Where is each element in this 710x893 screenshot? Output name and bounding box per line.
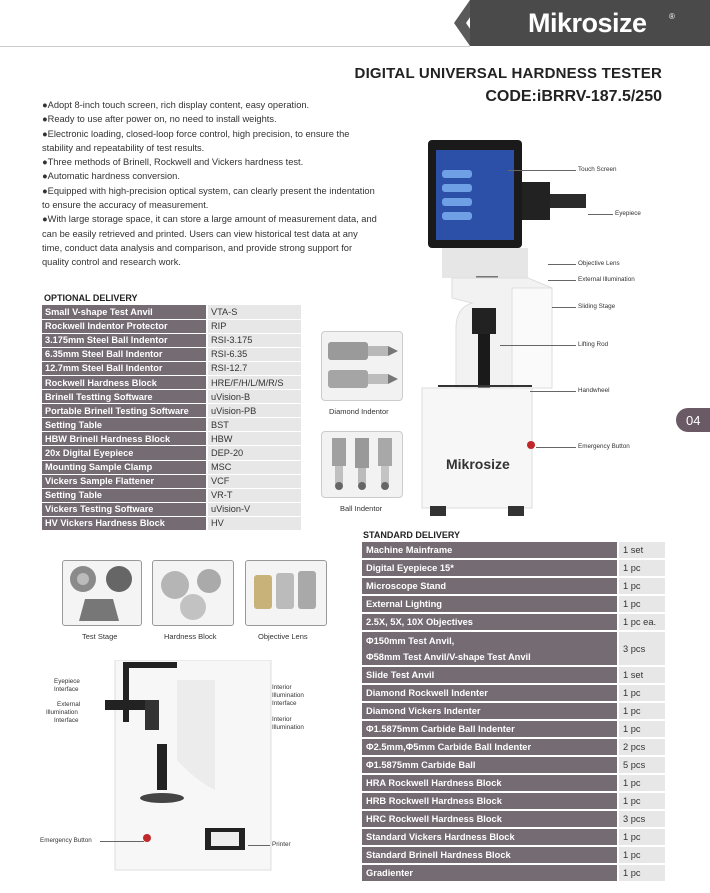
item-value: 1 pc bbox=[618, 720, 665, 738]
table-row bbox=[42, 460, 301, 474]
table-row bbox=[42, 375, 301, 389]
item-value: 1 pc bbox=[618, 559, 665, 577]
table-row bbox=[362, 720, 665, 738]
item-value: VTA-S bbox=[207, 305, 301, 319]
item-value: 1 pc ea. bbox=[618, 613, 665, 631]
item-value: 1 pc bbox=[618, 864, 665, 882]
callout-interior-2: Illumination bbox=[272, 724, 304, 731]
table-row bbox=[362, 702, 665, 720]
callout-touch-screen: Touch Screen bbox=[578, 166, 617, 173]
item-value: BST bbox=[207, 418, 301, 432]
table-row bbox=[42, 418, 301, 432]
callout-side-emergency-button: Emergency Button bbox=[40, 837, 92, 844]
test-stage-photo bbox=[62, 560, 142, 626]
table-row bbox=[42, 333, 301, 347]
table-row bbox=[42, 432, 301, 446]
table-row bbox=[42, 319, 301, 333]
diamond-indentor-photo bbox=[321, 331, 403, 401]
header-rule bbox=[0, 46, 470, 47]
table-row bbox=[362, 846, 665, 864]
feature-item: ●Electronic loading, closed-loop force control, high precision, to ensure the stability and repeatability of test results. bbox=[42, 128, 350, 153]
hardness-block-photo bbox=[152, 560, 234, 626]
item-name: Mounting Sample Clamp bbox=[42, 460, 207, 474]
item-name: Brinell Testting Software bbox=[42, 390, 207, 404]
table-row bbox=[42, 390, 301, 404]
table-row bbox=[362, 738, 665, 756]
item-name: 3.175mm Steel Ball Indentor bbox=[42, 333, 207, 347]
item-value: uVision-V bbox=[207, 502, 301, 516]
table-row bbox=[42, 516, 301, 530]
callout-emergency-button: Emergency Button bbox=[578, 443, 630, 450]
item-name: Gradienter bbox=[362, 864, 618, 882]
brand-logo-text: Mikrosize bbox=[528, 8, 647, 38]
item-name: External Lighting bbox=[362, 595, 618, 613]
table-row bbox=[362, 577, 665, 595]
item-name: HV Vickers Hardness Block bbox=[42, 516, 207, 530]
callout-interior-if-2: Illumination bbox=[272, 692, 304, 699]
ball-indentor-photo bbox=[321, 431, 403, 498]
item-name: Standard Vickers Hardness Block bbox=[362, 828, 618, 846]
table-row bbox=[362, 864, 665, 882]
standard-delivery-heading: STANDARD DELIVERY bbox=[363, 530, 461, 540]
product-title: DIGITAL UNIVERSAL HARDNESS TESTER bbox=[354, 65, 662, 82]
item-value: 1 set bbox=[618, 542, 665, 559]
item-value: 1 pc bbox=[618, 846, 665, 864]
optional-delivery-table bbox=[42, 305, 301, 531]
test-stage-caption: Test Stage bbox=[82, 632, 118, 641]
item-value: 3 pcs bbox=[618, 631, 665, 666]
item-value: HV bbox=[207, 516, 301, 530]
table-row bbox=[362, 613, 665, 631]
registered-mark: ® bbox=[669, 12, 675, 21]
table-row bbox=[42, 404, 301, 418]
table-row bbox=[362, 774, 665, 792]
item-name: Φ150mm Test Anvil, Φ58mm Test Anvil/V-shape Test Anvil bbox=[362, 631, 618, 666]
callout-eyepiece-interface-2: Interface bbox=[54, 686, 79, 693]
callout-interior-if-1: Interior bbox=[272, 684, 292, 691]
item-value: RSI-6.35 bbox=[207, 347, 301, 361]
table-row bbox=[362, 756, 665, 774]
item-name: Φ1.5875mm Carbide Ball Indenter bbox=[362, 720, 618, 738]
callout-eyepiece-interface-1: Eyepiece bbox=[54, 678, 80, 685]
item-name: Diamond Vickers Indenter bbox=[362, 702, 618, 720]
item-name: 12.7mm Steel Ball Indentor bbox=[42, 361, 207, 375]
table-row bbox=[362, 666, 665, 684]
item-value: 2 pcs bbox=[618, 738, 665, 756]
item-name: Standard Brinell Hardness Block bbox=[362, 846, 618, 864]
callout-handwheel: Handwheel bbox=[578, 387, 610, 394]
item-value: DEP-20 bbox=[207, 446, 301, 460]
table-row bbox=[362, 595, 665, 613]
table-row bbox=[362, 792, 665, 810]
page-number: 04 bbox=[686, 413, 701, 428]
item-name: Vickers Testing Software bbox=[42, 502, 207, 516]
table-row bbox=[42, 446, 301, 460]
hardness-block-caption: Hardness Block bbox=[164, 632, 217, 641]
standard-delivery-table bbox=[362, 542, 665, 883]
item-name: 20x Digital Eyepiece bbox=[42, 446, 207, 460]
item-name: HRC Rockwell Hardness Block bbox=[362, 810, 618, 828]
table-row bbox=[362, 631, 665, 666]
table-row bbox=[42, 347, 301, 361]
item-name: Φ2.5mm,Φ5mm Carbide Ball Indenter bbox=[362, 738, 618, 756]
item-value: VR-T bbox=[207, 488, 301, 502]
item-value: 1 pc bbox=[618, 595, 665, 613]
callout-printer: Printer bbox=[272, 841, 291, 848]
item-value: RIP bbox=[207, 319, 301, 333]
item-name: Microscope Stand bbox=[362, 577, 618, 595]
table-row bbox=[362, 684, 665, 702]
feature-item: ●Ready to use after power on, no need to install weights. bbox=[42, 114, 277, 125]
table-row bbox=[42, 361, 301, 375]
ball-indentor-caption: Ball Indentor bbox=[340, 504, 383, 513]
item-value: MSC bbox=[207, 460, 301, 474]
item-value: HRE/F/H/L/M/R/S bbox=[207, 375, 301, 389]
item-name: Vickers Sample Flattener bbox=[42, 474, 207, 488]
item-name: HRB Rockwell Hardness Block bbox=[362, 792, 618, 810]
product-code: CODE:iBRRV-187.5/250 bbox=[485, 88, 662, 105]
feature-item: ●Three methods of Brinell, Rockwell and Vickers hardness test. bbox=[42, 157, 304, 168]
callout-sliding-stage: Sliding Stage bbox=[578, 303, 616, 310]
callout-interior-if-3: Interface bbox=[272, 700, 297, 707]
item-value: HBW bbox=[207, 432, 301, 446]
item-value: 1 pc bbox=[618, 774, 665, 792]
item-value: 5 pcs bbox=[618, 756, 665, 774]
item-name: Machine Mainframe bbox=[362, 542, 618, 559]
callout-objective-lens: Objective Lens bbox=[578, 260, 620, 267]
feature-list bbox=[42, 98, 377, 270]
objective-lens-photo bbox=[245, 560, 327, 626]
table-row bbox=[42, 305, 301, 319]
callout-external-1: External bbox=[57, 701, 81, 708]
item-name: Rockwell Hardness Block bbox=[42, 375, 207, 389]
item-value: 1 pc bbox=[618, 577, 665, 595]
table-row bbox=[42, 502, 301, 516]
item-name: Rockwell Indentor Protector bbox=[42, 319, 207, 333]
item-value: 1 pc bbox=[618, 684, 665, 702]
table-row bbox=[42, 474, 301, 488]
item-value: VCF bbox=[207, 474, 301, 488]
item-name: Slide Test Anvil bbox=[362, 666, 618, 684]
callout-external-illumination: External Illumination bbox=[578, 276, 635, 283]
machine-brand-label: Mikrosize bbox=[446, 456, 510, 472]
item-value: uVision-PB bbox=[207, 404, 301, 418]
item-value: uVision-B bbox=[207, 390, 301, 404]
table-row bbox=[42, 488, 301, 502]
feature-item: ●Automatic hardness conversion. bbox=[42, 171, 180, 182]
item-name: 6.35mm Steel Ball Indentor bbox=[42, 347, 207, 361]
table-row bbox=[362, 828, 665, 846]
page-number-tab bbox=[676, 408, 710, 432]
item-name: Portable Brinell Testing Software bbox=[42, 404, 207, 418]
item-name: HRA Rockwell Hardness Block bbox=[362, 774, 618, 792]
callout-interior-1: Interior bbox=[272, 716, 292, 723]
callout-external-3: Interface bbox=[54, 717, 79, 724]
table-row bbox=[362, 559, 665, 577]
callout-eyepiece: Eyepiece bbox=[615, 210, 641, 217]
item-value: RSI-12.7 bbox=[207, 361, 301, 375]
feature-item: ●With large storage space, it can store a large amount of measurement data, and can be easily retrieved and printed. Users can view historical test data at any time, conduct data analysis and comparison, and provide strong support for quality control and research work. bbox=[42, 214, 377, 268]
feature-item: ●Adopt 8-inch touch screen, rich display content, easy operation. bbox=[42, 100, 310, 110]
item-name: 2.5X, 5X, 10X Objectives bbox=[362, 613, 618, 631]
item-name: Setting Table bbox=[42, 488, 207, 502]
item-value: 1 pc bbox=[618, 702, 665, 720]
table-row bbox=[362, 542, 665, 559]
table-row bbox=[362, 810, 665, 828]
item-name: Small V-shape Test Anvil bbox=[42, 305, 207, 319]
objective-lens-caption: Objective Lens bbox=[258, 632, 308, 641]
item-name: Diamond Rockwell Indenter bbox=[362, 684, 618, 702]
callout-lifting-rod: Lifting Rod bbox=[578, 341, 609, 348]
item-name: Φ1.5875mm Carbide Ball bbox=[362, 756, 618, 774]
optional-delivery-heading: OPTIONAL DELIVERY bbox=[44, 293, 138, 303]
item-value: RSI-3.175 bbox=[207, 333, 301, 347]
item-value: 1 set bbox=[618, 666, 665, 684]
callout-external-2: Illumination bbox=[46, 709, 78, 716]
diamond-indentor-caption: Diamond Indentor bbox=[329, 407, 389, 416]
item-value: 1 pc bbox=[618, 828, 665, 846]
item-name: HBW Brinell Hardness Block bbox=[42, 432, 207, 446]
item-value: 1 pc bbox=[618, 792, 665, 810]
item-name: Digital Eyepiece 15* bbox=[362, 559, 618, 577]
item-value: 3 pcs bbox=[618, 810, 665, 828]
feature-item: ●Equipped with high-precision optical system, can clearly present the indentation to ensure the accuracy of measurement. bbox=[42, 185, 375, 211]
item-name: Setting Table bbox=[42, 418, 207, 432]
